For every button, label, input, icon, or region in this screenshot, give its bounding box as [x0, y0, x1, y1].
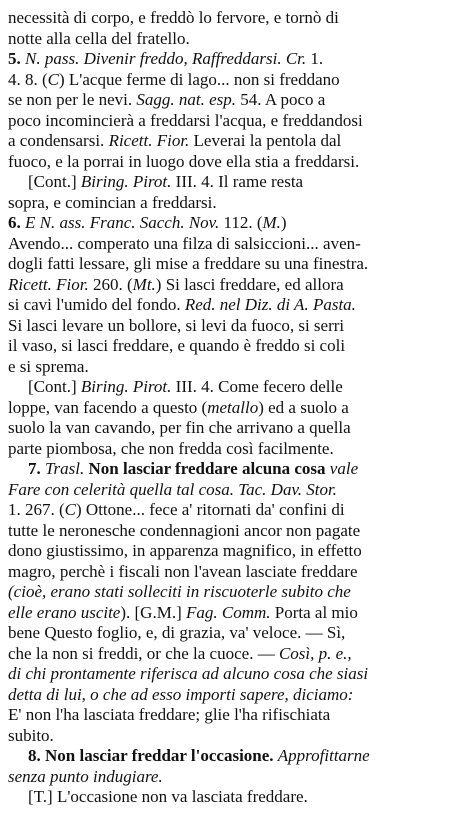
text-segment: ) Si lasci freddare, ed allora	[155, 274, 344, 294]
text-segment: se non per le nevi.	[8, 90, 137, 109]
text-segment: Non lasciar freddare alcuna cosa	[88, 459, 330, 478]
text-line	[8, 172, 468, 193]
text-segment: che la non si freddi, or che la cuoce. —	[8, 643, 279, 663]
text-segment: ) ed a suolo a	[258, 397, 349, 417]
text-segment: dogli fatti lessare, gli mise a freddare su una finestra.	[8, 254, 369, 273]
text-line	[8, 111, 468, 132]
text-segment: bene Questo foglio, e, di grazia, va' veloce. — Sì,	[8, 623, 346, 642]
text-segment: parte piombosa, che non fredda così facilmente.	[8, 438, 334, 458]
text-line	[8, 685, 468, 706]
text-segment: III. 4. Come fecero delle	[171, 377, 343, 396]
text-segment: vale	[329, 459, 359, 478]
text-segment: ) Ottone... fece a' ritornati da' confini di	[76, 500, 345, 519]
text-segment: il vaso, si lasci freddare, e quando è freddo si coli	[8, 336, 346, 355]
text-segment: Ricett. Fior.	[108, 131, 190, 150]
text-segment: Fare con celerità quella tal cosa. Tac. Dav. Stor.	[8, 479, 337, 499]
text-segment: E' non l'ha lasciata freddare; glie l'ha rifischiata	[8, 705, 331, 724]
text-segment: loppe, van facendo a questo (	[8, 397, 208, 417]
text-line	[8, 295, 468, 316]
text-line	[8, 418, 468, 439]
text-segment: dono giustissimo, in apparenza magnifico, in effetto	[8, 541, 362, 560]
text-segment: [Cont.]	[28, 172, 81, 191]
text-line	[8, 357, 468, 378]
text-line	[8, 377, 468, 398]
text-segment: Porta al mio	[270, 602, 358, 622]
text-line	[8, 336, 468, 357]
text-segment: si cavi l'umido del fondo.	[8, 295, 185, 314]
text-segment: Non lasciar freddar l'occasione.	[45, 746, 278, 765]
text-segment: poco incomincierà a freddarsi l'acqua, e freddandosi	[8, 110, 363, 130]
text-line	[8, 49, 468, 70]
text-line	[8, 193, 468, 214]
text-line	[8, 275, 468, 296]
text-segment: Così, p. e.,	[278, 643, 352, 663]
text-segment: (	[8, 582, 14, 601]
text-segment: L'occasione non va lasciata freddare.	[56, 787, 308, 806]
text-line	[8, 582, 468, 603]
text-line	[8, 541, 468, 562]
text-segment: Approfittarne	[277, 746, 370, 765]
text-segment: ) L'acque ferme di lago... non si freddano	[59, 69, 340, 89]
text-segment: suolo la van cavando, per fin che arrivano a quella	[8, 418, 351, 437]
text-line	[8, 316, 468, 337]
text-line	[8, 623, 468, 644]
text-segment: Sagg. nat. esp.	[136, 90, 237, 109]
text-segment: 112. (	[219, 213, 263, 232]
text-line	[8, 254, 468, 275]
text-segment: M.	[262, 213, 281, 232]
text-segment: metallo	[207, 397, 259, 417]
text-segment: Avendo... comperato una filza di salsiccioni... aven-	[8, 233, 361, 253]
text-line	[8, 521, 468, 542]
text-segment: E N. ass. Franc. Sacch. Nov.	[25, 213, 220, 232]
text-segment: di chi prontamente riferisca ad alcuno cosa che siasi	[8, 664, 369, 683]
text-segment: 1. 267. (	[8, 500, 65, 519]
text-segment: notte alla cella del fratello.	[8, 28, 190, 48]
text-line	[8, 8, 468, 29]
text-segment: tutte le neronesche condennagioni ancor non pagate	[8, 520, 361, 540]
text-segment: III. 4. Il rame resta	[171, 172, 304, 191]
text-line	[8, 603, 468, 624]
text-segment: necessità di corpo, e freddò lo fervore, e tornò di	[8, 8, 339, 27]
text-segment: Biring. Pirot.	[80, 172, 172, 191]
text-segment: )	[280, 213, 287, 232]
text-line	[8, 131, 468, 152]
text-line	[8, 767, 468, 788]
text-line	[8, 705, 468, 726]
text-segment: e si sprema.	[8, 356, 89, 376]
text-line	[8, 480, 468, 501]
text-segment: Biring. Pirot.	[80, 377, 172, 396]
text-segment: Fag. Comm.	[186, 602, 271, 622]
text-segment: 6.	[8, 213, 25, 232]
text-segment: a condensarsi.	[8, 131, 109, 150]
text-line	[8, 746, 468, 767]
text-line	[8, 70, 468, 91]
text-line	[8, 90, 468, 111]
text-segment: fuoco, e la porrai in luogo dove ella stia a freddarsi.	[8, 151, 360, 171]
text-segment: [T.]	[28, 787, 57, 806]
text-segment: 8.	[28, 746, 45, 765]
text-segment: 54. A poco a	[236, 90, 326, 109]
text-segment: magro, perchè i fiscali non l'avean lasciate freddare	[8, 561, 358, 581]
text-line	[8, 787, 468, 808]
text-segment: Mt.	[132, 274, 156, 294]
text-line	[8, 664, 468, 685]
text-segment: 1.	[306, 49, 324, 68]
text-segment: 5.	[8, 49, 25, 68]
text-line	[8, 500, 468, 521]
text-segment: 260. (	[88, 274, 133, 294]
text-segment: C	[47, 69, 60, 89]
text-segment: N. pass. Divenir freddo, Raffreddarsi. Cr.	[25, 49, 307, 68]
text-segment: subito.	[8, 725, 54, 745]
text-segment: elle erano uscite	[8, 602, 121, 622]
text-segment: 7.	[28, 459, 45, 478]
text-segment: ). [G.M.]	[120, 602, 186, 622]
text-segment: 4. 8. (	[8, 69, 48, 89]
text-segment: Red. nel Diz. di A. Pasta.	[184, 295, 356, 314]
text-line	[8, 152, 468, 173]
text-line	[8, 29, 468, 50]
text-line	[8, 234, 468, 255]
text-line	[8, 644, 468, 665]
text-segment: Leverai la pentola dal	[189, 131, 342, 150]
text-segment: Ricett. Fior.	[8, 274, 89, 294]
text-segment: sopra, e comincian a freddarsi.	[8, 192, 217, 212]
text-segment: [Cont.]	[28, 377, 81, 396]
text-segment: Si lasci levare un bollore, si levi da fuoco, si serri	[8, 315, 345, 335]
text-segment: cioè, erano stati solleciti in riscuoterle subito che	[13, 582, 351, 601]
text-line	[8, 562, 468, 583]
text-line	[8, 459, 468, 480]
text-segment: senza punto indugiare.	[8, 766, 163, 786]
text-segment: C	[64, 500, 77, 519]
text-segment: Trasl.	[45, 459, 89, 478]
text-segment: detta di lui, o che ad esso importi sapere, diciamo:	[8, 684, 354, 704]
text-line	[8, 726, 468, 747]
text-line	[8, 439, 468, 460]
text-line	[8, 398, 468, 419]
text-line	[8, 213, 468, 234]
